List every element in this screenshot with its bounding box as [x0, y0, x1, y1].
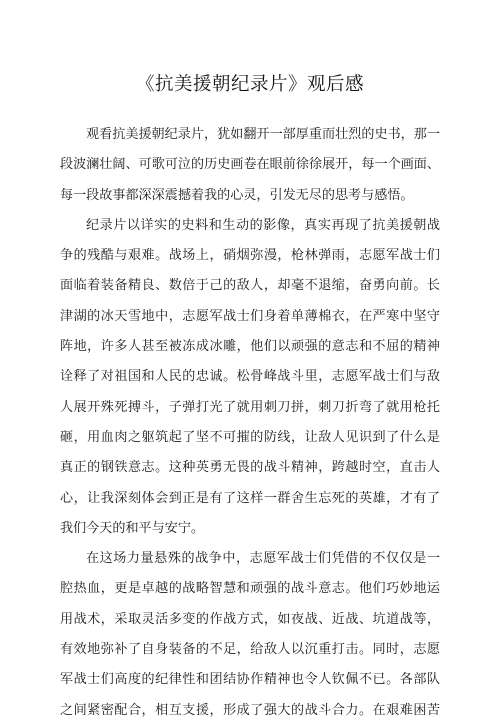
paragraph-3-line-3: 用战术，采取灵活多变的作战方式，如夜战、近战、坑道战等，: [60, 611, 440, 627]
paragraph-1-line-3: 每一段故事都深深震撼着我的心灵，引发无尽的思考与感悟。: [60, 187, 414, 203]
paragraph-2-line-5: 阵地，许多人甚至被冻成冰雕，他们以顽强的意志和不屈的精神: [60, 339, 440, 355]
paragraph-1-line-2: 段波澜壮阔、可歌可泣的历史画卷在眼前徐徐展开，每一个画面、: [60, 157, 440, 173]
paragraph-3-line-6: 之间紧密配合，相互支援，形成了强大的战斗合力。在艰难困苦: [60, 702, 440, 718]
paragraph-2-line-3: 面临着装备精良、数倍于己的敌人，却毫不退缩，奋勇向前。长: [60, 278, 440, 294]
paragraph-2-line-10: 心，让我深刻体会到正是有了这样一群舍生忘死的英雄，才有了: [60, 490, 440, 506]
document-title: 《抗美援朝纪录片》观后感: [135, 74, 364, 95]
paragraph-2-line-6: 诠释了对祖国和人民的忠诚。松骨峰战斗里，志愿军战士们与敌: [60, 369, 440, 385]
paragraph-2-line-4: 津湖的冰天雪地中，志愿军战士们身着单薄棉衣，在严寒中坚守: [60, 308, 440, 324]
paragraph-3-line-4: 有效地弥补了自身装备的不足，给敌人以沉重打击。同时，志愿: [60, 642, 440, 658]
paragraph-2-line-2: 争的残酷与艰难。战场上，硝烟弥漫，枪林弹雨，志愿军战士们: [60, 248, 440, 264]
paragraph-2-line-8: 砸，用血肉之躯筑起了坚不可摧的防线，让敌人见识到了什么是: [60, 429, 440, 445]
document-body: [60, 120, 440, 726]
paragraph-3-line-5: 军战士们高度的纪律性和团结协作精神也令人钦佩不已。各部队: [60, 672, 440, 688]
paragraph-3-line-1: 在这场力量悬殊的战争中，志愿军战士们凭借的不仅仅是一: [86, 551, 440, 567]
paragraph-1-line-1: 观看抗美援朝纪录片，犹如翻开一部厚重而壮烈的史书，那一: [86, 127, 440, 142]
paragraph-2-line-9: 真正的钢铁意志。这种英勇无畏的战斗精神，跨越时空，直击人: [60, 460, 440, 476]
paragraph-2-line-7: 人展开殊死搏斗，子弹打光了就用刺刀拼，刺刀折弯了就用枪托: [60, 399, 440, 415]
paragraph-2-line-1: 纪录片以详实的史料和生动的影像，真实再现了抗美援朝战: [86, 217, 440, 233]
paragraph-2-line-11: 我们今天的和平与安宁。: [60, 520, 205, 536]
paragraph-3-line-2: 腔热血，更是卓越的战略智慧和顽强的战斗意志。他们巧妙地运: [60, 581, 440, 597]
